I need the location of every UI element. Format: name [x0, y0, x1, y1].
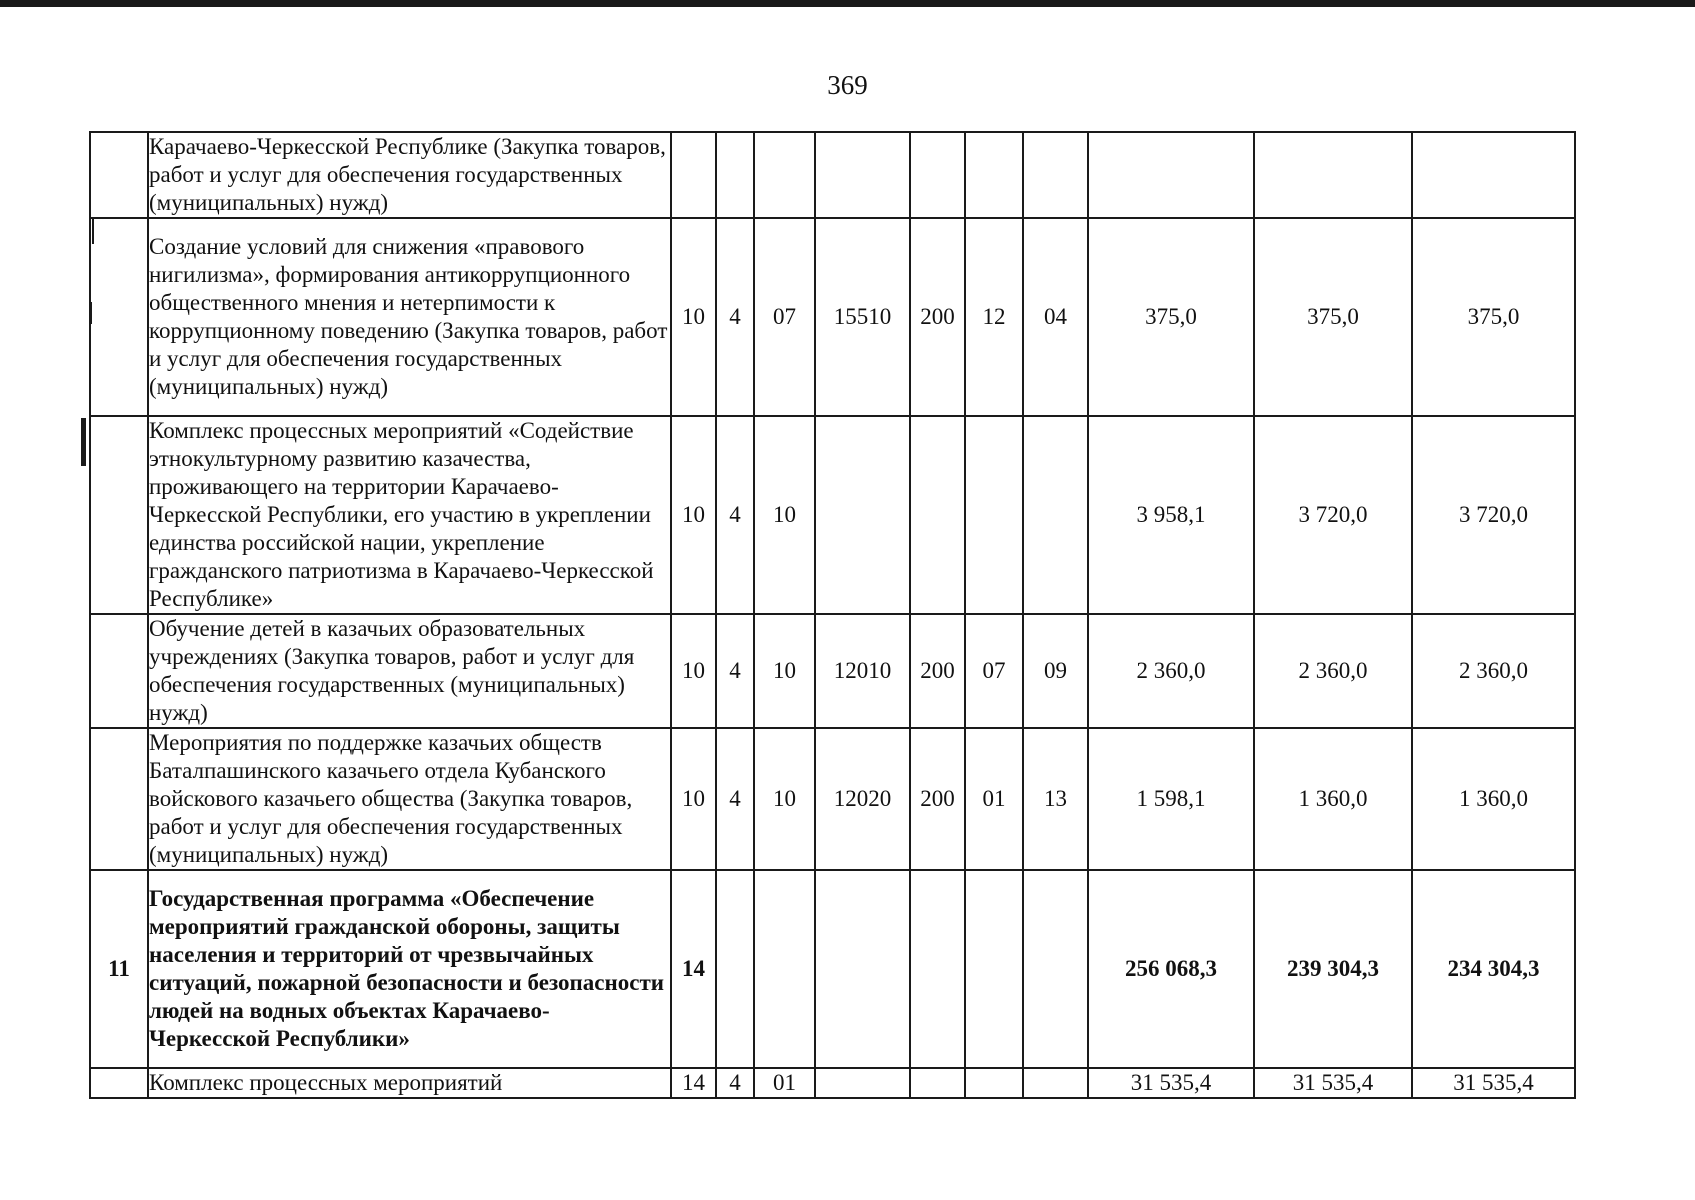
- code-cell: 4: [716, 416, 754, 614]
- amount-cell: 2 360,0: [1412, 614, 1575, 728]
- row-description: Комплекс процессных мероприятий «Содействие этнокультурному развитию казачества, проживающего на территории Карачаево-Черкесской Республики, его участию в укреплении единства российской нации, укрепление гражданского патриотизма в Карачаево-Черкесской Республике»: [148, 416, 671, 614]
- code-cell: 13: [1023, 728, 1088, 870]
- code-cell: 07: [965, 614, 1023, 728]
- amount-cell: 31 535,4: [1412, 1068, 1575, 1098]
- amount-cell: 234 304,3: [1412, 870, 1575, 1068]
- row-number: [90, 728, 148, 870]
- code-cell: [671, 132, 716, 218]
- code-cell: 12: [965, 218, 1023, 416]
- code-cell: [910, 132, 965, 218]
- amount-cell: 256 068,3: [1088, 870, 1254, 1068]
- table-row: [90, 728, 1575, 870]
- row-description: Карачаево-Черкесской Республике (Закупка товаров, работ и услуг для обеспечения государственных (муниципальных) нужд): [148, 132, 671, 218]
- amount-cell: 2 360,0: [1254, 614, 1412, 728]
- amount-cell: 239 304,3: [1254, 870, 1412, 1068]
- code-cell: 10: [671, 614, 716, 728]
- code-cell: 04: [1023, 218, 1088, 416]
- code-cell: 4: [716, 728, 754, 870]
- row-description: Обучение детей в казачьих образовательных учреждениях (Закупка товаров, работ и услуг для обеспечения государственных (муниципальных) нужд): [148, 614, 671, 728]
- code-cell: 10: [754, 416, 815, 614]
- code-cell: [815, 1068, 910, 1098]
- code-cell: 200: [910, 218, 965, 416]
- code-cell: [716, 870, 754, 1068]
- row-number: [90, 132, 148, 218]
- table-row: [90, 614, 1575, 728]
- amount-cell: 31 535,4: [1088, 1068, 1254, 1098]
- code-cell: [1023, 132, 1088, 218]
- row-description: Создание условий для снижения «правового нигилизма», формирования антикоррупционного общественного мнения и нетерпимости к коррупционному поведению (Закупка товаров, работ и услуг для обеспечения государственных (муниципальных) нужд): [148, 218, 671, 416]
- code-cell: [910, 870, 965, 1068]
- amount-cell: 3 958,1: [1088, 416, 1254, 614]
- table-row: [90, 870, 1575, 1068]
- code-cell: 10: [754, 614, 815, 728]
- amount-cell: [1412, 132, 1575, 218]
- code-cell: 01: [754, 1068, 815, 1098]
- code-cell: 12020: [815, 728, 910, 870]
- amount-cell: 375,0: [1254, 218, 1412, 416]
- scan-margin-mark: [81, 418, 86, 466]
- code-cell: 4: [716, 218, 754, 416]
- code-cell: [716, 132, 754, 218]
- code-cell: [815, 416, 910, 614]
- code-cell: [815, 132, 910, 218]
- code-cell: 4: [716, 614, 754, 728]
- budget-table: [89, 131, 1576, 1099]
- code-cell: [1023, 416, 1088, 614]
- code-cell: [910, 416, 965, 614]
- code-cell: 10: [671, 416, 716, 614]
- code-cell: 07: [754, 218, 815, 416]
- code-cell: 10: [754, 728, 815, 870]
- code-cell: 200: [910, 614, 965, 728]
- table-row: [90, 132, 1575, 218]
- row-description: Мероприятия по поддержке казачьих обществ Баталпашинского казачьего отдела Кубанского войскового казачьего общества (Закупка товаров, работ и услуг для обеспечения государственных (муниципальных) нужд): [148, 728, 671, 870]
- amount-cell: 3 720,0: [1254, 416, 1412, 614]
- row-description: Комплекс процессных мероприятий: [148, 1068, 671, 1098]
- code-cell: 12010: [815, 614, 910, 728]
- code-cell: [965, 416, 1023, 614]
- amount-cell: [1088, 132, 1254, 218]
- code-cell: [965, 870, 1023, 1068]
- row-number: [90, 1068, 148, 1098]
- amount-cell: 2 360,0: [1088, 614, 1254, 728]
- row-number: [90, 416, 148, 614]
- amount-cell: 375,0: [1088, 218, 1254, 416]
- amount-cell: 3 720,0: [1412, 416, 1575, 614]
- code-cell: 14: [671, 1068, 716, 1098]
- code-cell: 4: [716, 1068, 754, 1098]
- amount-cell: 375,0: [1412, 218, 1575, 416]
- code-cell: 10: [671, 728, 716, 870]
- row-number: 11: [90, 870, 148, 1068]
- page-number: 369: [827, 70, 868, 100]
- amount-cell: 1 598,1: [1088, 728, 1254, 870]
- code-cell: 200: [910, 728, 965, 870]
- amount-cell: 1 360,0: [1254, 728, 1412, 870]
- code-cell: [754, 870, 815, 1068]
- scan-top-edge: [0, 0, 1695, 7]
- code-cell: [965, 132, 1023, 218]
- amount-cell: [1254, 132, 1412, 218]
- row-number: [90, 218, 148, 416]
- code-cell: [754, 132, 815, 218]
- code-cell: 10: [671, 218, 716, 416]
- table-row: [90, 416, 1575, 614]
- code-cell: 09: [1023, 614, 1088, 728]
- code-cell: [1023, 1068, 1088, 1098]
- amount-cell: 31 535,4: [1254, 1068, 1412, 1098]
- code-cell: 01: [965, 728, 1023, 870]
- code-cell: [965, 1068, 1023, 1098]
- code-cell: 15510: [815, 218, 910, 416]
- table-row: [90, 1068, 1575, 1098]
- code-cell: [1023, 870, 1088, 1068]
- code-cell: [815, 870, 910, 1068]
- code-cell: 14: [671, 870, 716, 1068]
- code-cell: [910, 1068, 965, 1098]
- amount-cell: 1 360,0: [1412, 728, 1575, 870]
- table-row: [90, 218, 1575, 416]
- row-number: [90, 614, 148, 728]
- row-description: Государственная программа «Обеспечение мероприятий гражданской обороны, защиты населения и территорий от чрезвычайных ситуаций, пожарной безопасности и безопасности людей на водных объектах Карачаево-Черкесской Республики»: [148, 870, 671, 1068]
